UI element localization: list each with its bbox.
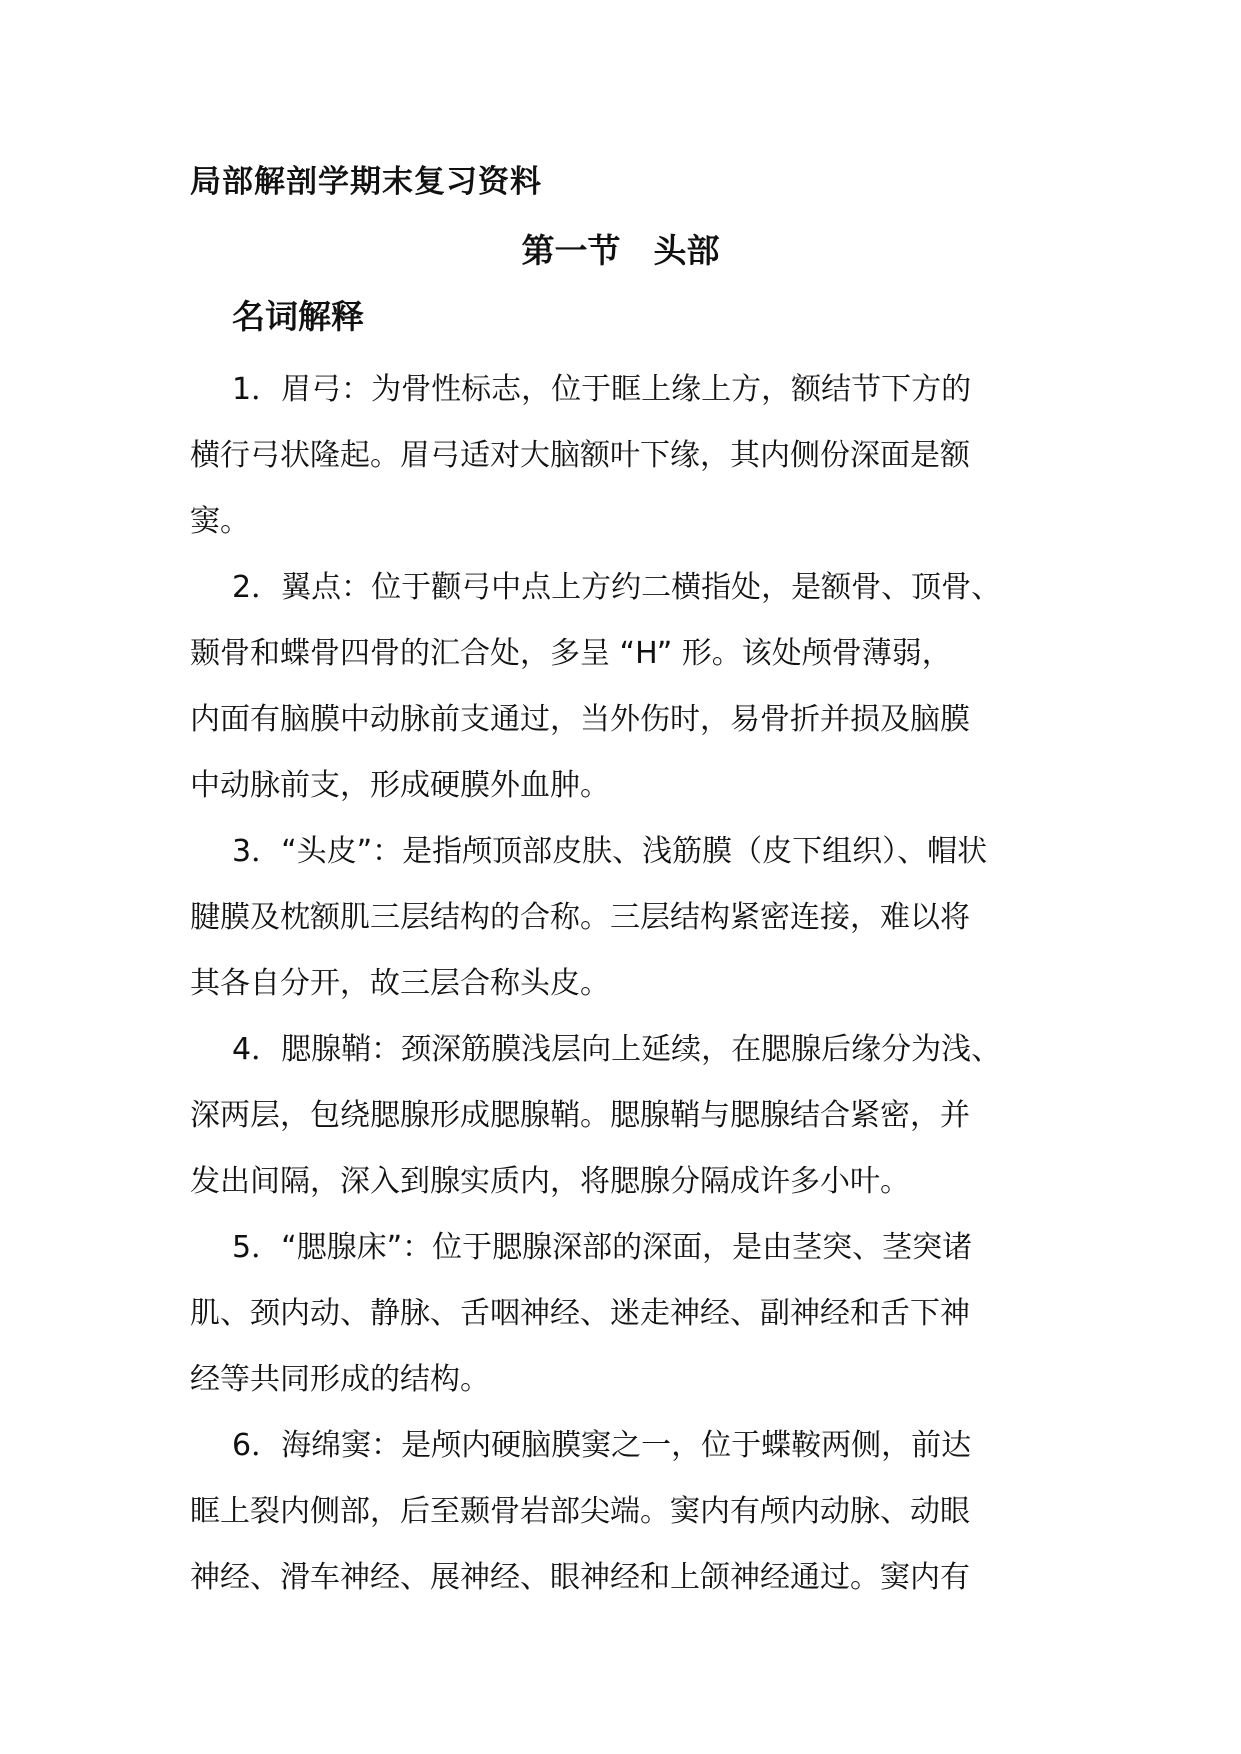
entry-2-line-4: 中动脉前支，形成硬膜外血肿。 xyxy=(190,768,610,803)
entry-4-line-1: 4．腮腺鞘：颈深筋膜浅层向上延续，在腮腺后缘分为浅、 xyxy=(232,1032,1002,1067)
entry-2-line-3: 内面有脑膜中动脉前支通过，当外伤时，易骨折并损及脑膜 xyxy=(190,702,970,737)
entry-3-line-3: 其各自分开，故三层合称头皮。 xyxy=(190,966,610,1001)
body-text xyxy=(190,357,1058,1611)
document-title: 局部解剖学期末复习资料 xyxy=(190,164,542,200)
entry-2-line-1: 2．翼点：位于颧弓中点上方约二横指处，是额骨、顶骨、 xyxy=(232,570,1002,605)
entry-1-line-3: 窦。 xyxy=(190,504,250,539)
entry-2-line-2: 颞骨和蝶骨四骨的汇合处，多呈 “H” 形。该处颅骨薄弱， xyxy=(190,636,952,671)
entry-6-line-2: 眶上裂内侧部，后至颞骨岩部尖端。窦内有颅内动脉、动眼 xyxy=(190,1494,970,1529)
sub-heading: 名词解释 xyxy=(232,297,364,336)
entry-4 xyxy=(190,1017,1058,1215)
entry-3-line-1: 3．“头皮”：是指颅顶部皮肤、浅筋膜（皮下组织）、帽状 xyxy=(232,834,988,869)
entry-3-line-2: 腱膜及枕额肌三层结构的合称。三层结构紧密连接，难以将 xyxy=(190,900,970,935)
entry-1 xyxy=(190,357,1058,555)
entry-6-line-1: 6．海绵窦：是颅内硬脑膜窦之一，位于蝶鞍两侧，前达 xyxy=(232,1428,972,1463)
entry-5 xyxy=(190,1215,1058,1413)
entry-6 xyxy=(190,1413,1058,1611)
entry-2 xyxy=(190,555,1058,819)
entry-4-line-2: 深两层，包绕腮腺形成腮腺鞘。腮腺鞘与腮腺结合紧密，并 xyxy=(190,1098,970,1133)
entry-5-line-3: 经等共同形成的结构。 xyxy=(190,1362,490,1397)
entry-1-line-1: 1．眉弓：为骨性标志，位于眶上缘上方，额结节下方的 xyxy=(232,372,972,407)
section-heading: 第一节 头部 xyxy=(521,231,720,270)
entry-6-line-3: 神经、滑车神经、展神经、眼神经和上颌神经通过。窦内有 xyxy=(190,1560,970,1595)
entry-5-line-1: 5．“腮腺床”：位于腮腺深部的深面，是由茎突、茎突诸 xyxy=(232,1230,973,1265)
entry-4-line-3: 发出间隔，深入到腺实质内，将腮腺分隔成许多小叶。 xyxy=(190,1164,910,1199)
entry-1-line-2: 横行弓状隆起。眉弓适对大脑额叶下缘，其内侧份深面是额 xyxy=(190,438,970,473)
entry-5-line-2: 肌、颈内动、静脉、舌咽神经、迷走神经、副神经和舌下神 xyxy=(190,1296,970,1331)
entry-3 xyxy=(190,819,1058,1017)
